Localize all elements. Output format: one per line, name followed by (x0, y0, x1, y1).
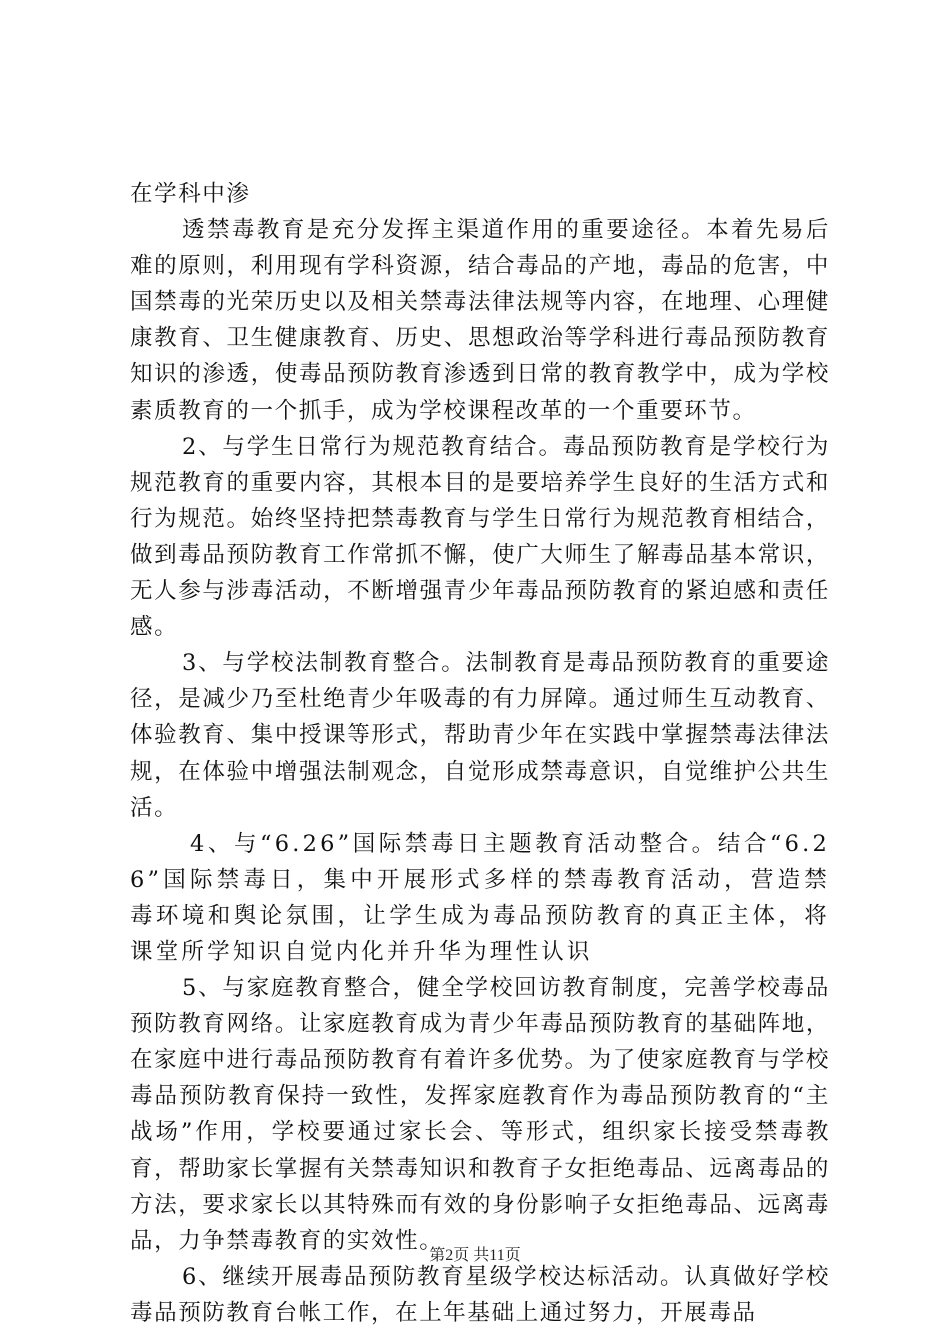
paragraph-item-3: 3、与学校法制教育整合。法制教育是毒品预防教育的重要途径，是减少乃至杜绝青少年吸毒的有力屏障。通过师生互动教育、体验教育、集中授课等形式，帮助青少年在实践中掌握禁毒法律法规，在体验中增强法制观念，自觉形成禁毒意识，自觉维护公共生活。 (130, 650, 830, 821)
paragraph-item-4: 4、与“6.26”国际禁毒日主题教育活动整合。结合“6.26”国际禁毒日，集中开展形式多样的禁毒教育活动，营造禁毒环境和舆论氛围，让学生成为毒品预防教育的真正主体，将课堂所学知识自觉内化并升华为理性认识 (130, 830, 830, 965)
document-body (130, 176, 830, 1331)
paragraph-heading-fragment: 在学科中渗 (130, 181, 251, 207)
paragraph-item-5: 5、与家庭教育整合，健全学校回访教育制度，完善学校毒品预防教育网络。让家庭教育成为青少年毒品预防教育的基础阵地，在家庭中进行毒品预防教育有着许多优势。为了使家庭教育与学校毒品预防教育保持一致性，发挥家庭教育作为毒品预防教育的“主战场”作用，学校要通过家长会、等形式，组织家长接受禁毒教育，帮助家长掌握有关禁毒知识和教育子女拒绝毒品、远离毒品的方法，要求家长以其特殊而有效的身份影响子女拒绝毒品、远离毒品，力争禁毒教育的实效性。 (130, 975, 830, 1254)
paragraph-item-2: 2、与学生日常行为规范教育结合。毒品预防教育是学校行为规范教育的重要内容，其根本目的是要培养学生良好的生活方式和行为规范。始终坚持把禁毒教育与学生日常行为规范教育相结合，做到毒品预防教育工作常抓不懈，使广大师生了解毒品基本常识，无人参与涉毒活动，不断增强青少年毒品预防教育的紧迫感和责任感。 (130, 433, 830, 641)
page-number-footer: 第2页 共11页 (429, 1247, 521, 1264)
paragraph-item-6: 6、继续开展毒品预防教育星级学校达标活动。认真做好学校毒品预防教育台帐工作，在上年基础上通过努力，开展毒品 (130, 1263, 830, 1326)
paragraph-subject-penetration: 透禁毒教育是充分发挥主渠道作用的重要途径。本着先易后难的原则，利用现有学科资源，结合毒品的产地，毒品的危害，中国禁毒的光荣历史以及相关禁毒法律法规等内容，在地理、心理健康教育、卫生健康教育、历史、思想政治等学科进行毒品预防教育知识的渗透，使毒品预防教育渗透到日常的教育教学中，成为学校素质教育的一个抓手，成为学校课程改革的一个重要环节。 (130, 217, 830, 424)
